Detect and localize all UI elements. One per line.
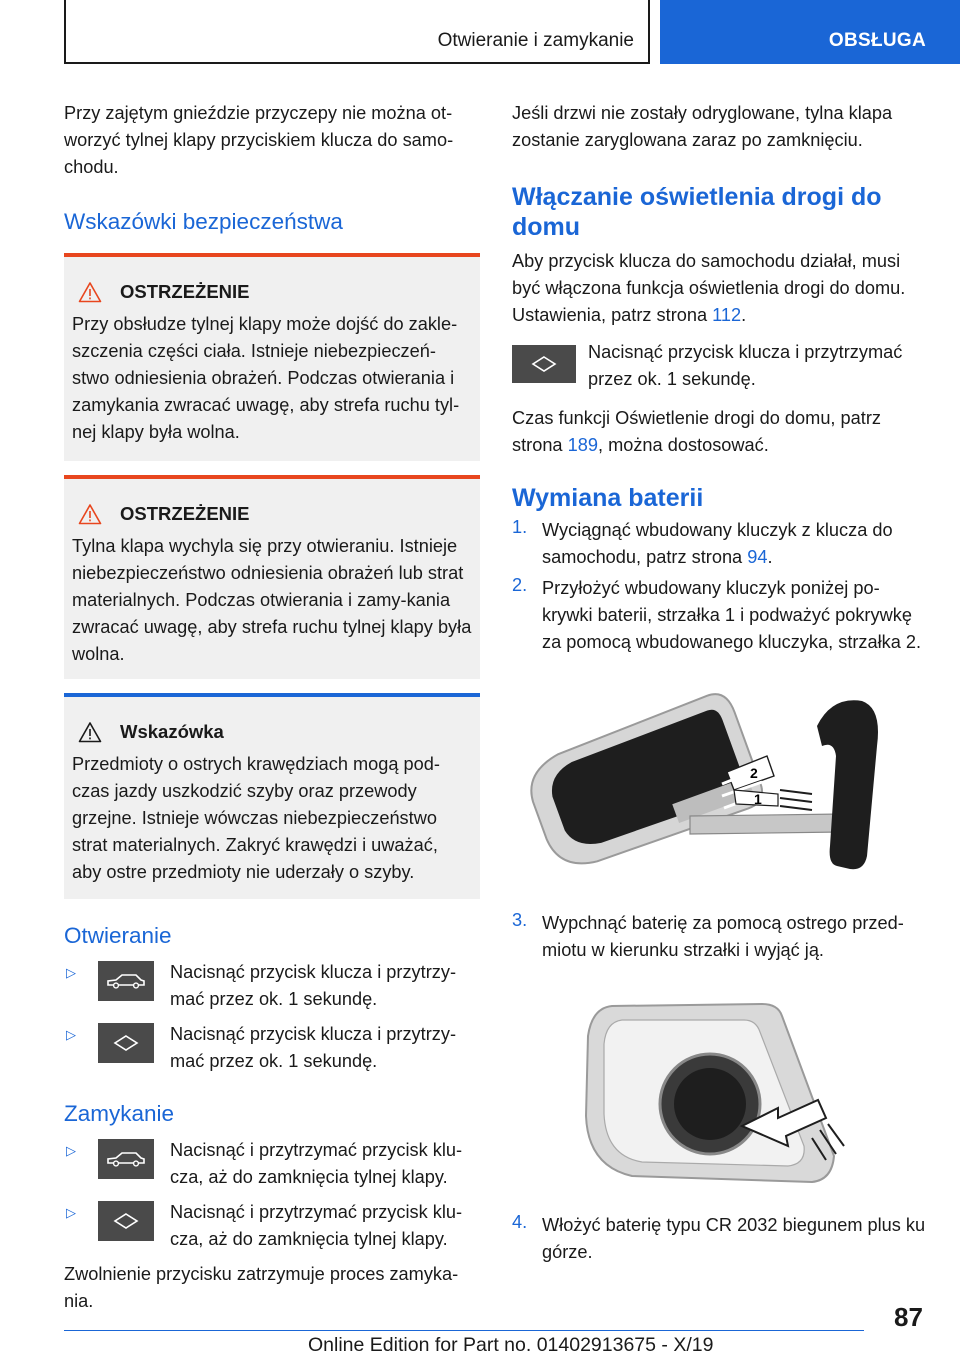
left-column — [64, 100, 480, 1315]
note-text: Przedmioty o ostrych krawędziach mogą pod-czas jazdy uszkodzić szyby oraz przewody grzejne. Istnieje wówczas niebezpieczeństwo strat materialnych. Zakryć krawędzi i uważać, aby ostre przedmioty nie uderzały o szyby. — [72, 754, 440, 882]
footer-edition: Online Edition for Part no. 01402913675 - X/19 — [308, 1334, 714, 1356]
note-label: Wskazówka — [120, 721, 224, 742]
light-time-paragraph — [512, 405, 928, 459]
section-tab[interactable] — [660, 0, 960, 64]
header-frame — [64, 0, 650, 64]
diamond-icon — [98, 1023, 154, 1063]
warning-label: OSTRZEŻENIE — [120, 503, 250, 524]
step-number: 3. — [512, 910, 528, 930]
list-item-text: Nacisnąć i przytrzymać przycisk klu-cza, aż do zamknięcia tylnej klapy. — [170, 1140, 463, 1187]
light-text-end: . — [741, 305, 747, 325]
bullet-triangle-icon: ▷ — [66, 1205, 76, 1220]
light-time-text-end: , można dostosować. — [597, 435, 769, 455]
warning-triangle-icon — [78, 503, 102, 525]
note-box — [64, 693, 480, 899]
arrow-label-1: 1 — [754, 791, 762, 807]
list-item — [64, 1199, 480, 1253]
section-tab-label: OBSŁUGA — [828, 30, 926, 51]
list-item — [512, 517, 928, 571]
right-column — [512, 100, 928, 1266]
footer-divider — [64, 1330, 864, 1331]
page-ref-link[interactable]: 112 — [712, 305, 742, 325]
closing-note: Zwolnienie przycisku zatrzymuje proces zamyka-nia. — [64, 1264, 459, 1311]
battery-heading: Wymiana baterii — [512, 484, 704, 512]
list-item-text: Nacisnąć przycisk klucza i przytrzy-mać przez ok. 1 sekundę. — [170, 1024, 457, 1071]
car-trunk-icon — [98, 1139, 154, 1179]
closing-heading: Zamykanie — [64, 1101, 175, 1126]
safety-heading: Wskazówki bezpieczeństwa — [64, 209, 343, 234]
diamond-icon — [512, 345, 576, 383]
step-text-part: Wyciągnąć wbudowany kluczyk z klucza do samochodu, patrz strona — [542, 520, 893, 567]
warning-head — [72, 277, 472, 307]
warning-box-2 — [64, 475, 480, 679]
page-ref-link[interactable]: 189 — [567, 435, 598, 455]
light-text: Aby przycisk klucza do samochodu działał, musi być włączona funkcja oświetlenia drogi do domu. Ustawienia, patrz strona — [512, 251, 906, 325]
warning-box-1 — [64, 253, 480, 461]
page-number: 87 — [894, 1302, 923, 1332]
warning-text: Tylna klapa wychyla się przy otwieraniu. Istnieje niebezpieczeństwo odniesienia obrażeń lub strat materialnych. Podczas otwierania i zamy-kania zwracać uwagę, aby strefa ruchu tylnej klapy była wolna. — [72, 536, 472, 664]
bullet-triangle-icon: ▷ — [66, 1143, 76, 1158]
list-item-text: Nacisnąć przycisk klucza i przytrzy-mać przez ok. 1 sekundę. — [170, 962, 457, 1009]
list-item — [64, 1137, 480, 1191]
warning-head — [72, 499, 472, 529]
list-item — [64, 1021, 480, 1075]
right-intro: Jeśli drzwi nie zostały odryglowane, tylna klapa zostanie zaryglowana zaraz po zamknięciu. — [512, 103, 893, 150]
warning-text: Przy obsłudze tylnej klapy może dojść do zakle-szczenia części ciała. Istnieje niebezpieczeń-stwo odniesienia obrażeń. Podczas otwierania i zamykania zwracać uwagę, aby strefa ruchu tyl-nej klapy była wolna. — [72, 314, 460, 442]
key-blade-illustration — [512, 686, 928, 882]
bullet-triangle-icon: ▷ — [66, 1027, 76, 1042]
diamond-icon — [98, 1201, 154, 1241]
light-paragraph — [512, 248, 928, 329]
light-time-text: Czas funkcji Oświetlenie drogi do domu, patrz strona — [512, 408, 881, 455]
chapter-title: Otwieranie i zamykanie — [437, 30, 634, 51]
step-text — [542, 517, 928, 571]
opening-heading: Otwieranie — [64, 923, 172, 948]
bullet-triangle-icon: ▷ — [66, 965, 76, 980]
step-text: Wypchnąć baterię za pomocą ostrego przed-miotu w kierunku strzałki i wyjąć ją. — [542, 913, 904, 960]
list-item — [64, 959, 480, 1013]
list-item — [512, 910, 928, 964]
light-key-text: Nacisnąć przycisk klucza i przytrzymać przez ok. 1 sekundę. — [588, 342, 903, 389]
car-trunk-icon — [98, 961, 154, 1001]
step-text: Włożyć baterię typu CR 2032 biegunem plus ku górze. — [542, 1215, 926, 1262]
note-head — [72, 717, 472, 747]
page-ref-link[interactable]: 94 — [747, 547, 768, 567]
warning-triangle-icon — [78, 721, 102, 743]
step-number: 4. — [512, 1212, 528, 1232]
list-item — [512, 339, 928, 393]
list-item-text: Nacisnąć i przytrzymać przycisk klu-cza, aż do zamknięcia tylnej klapy. — [170, 1202, 463, 1249]
warning-triangle-icon — [78, 281, 102, 303]
battery-illustration — [582, 996, 852, 1186]
list-item — [512, 575, 928, 656]
intro-paragraph: Przy zajętym gnieździe przyczepy nie można ot-worzyć tylnej klapy przyciskiem klucza do samo-chodu. — [64, 103, 454, 177]
step-text: Przyłożyć wbudowany kluczyk poniżej po-krywki baterii, strzałka 1 i podważyć pokrywkę za pomocą wbudowanego kluczyka, strzałka 2. — [542, 578, 922, 652]
arrow-label-2: 2 — [750, 765, 758, 781]
step-text-end: . — [767, 547, 773, 567]
light-heading: Włączanie oświetlenia drogi do domu — [512, 183, 882, 241]
step-number: 1. — [512, 517, 528, 537]
list-item — [512, 1212, 928, 1266]
warning-label: OSTRZEŻENIE — [120, 281, 250, 302]
step-number: 2. — [512, 575, 528, 595]
